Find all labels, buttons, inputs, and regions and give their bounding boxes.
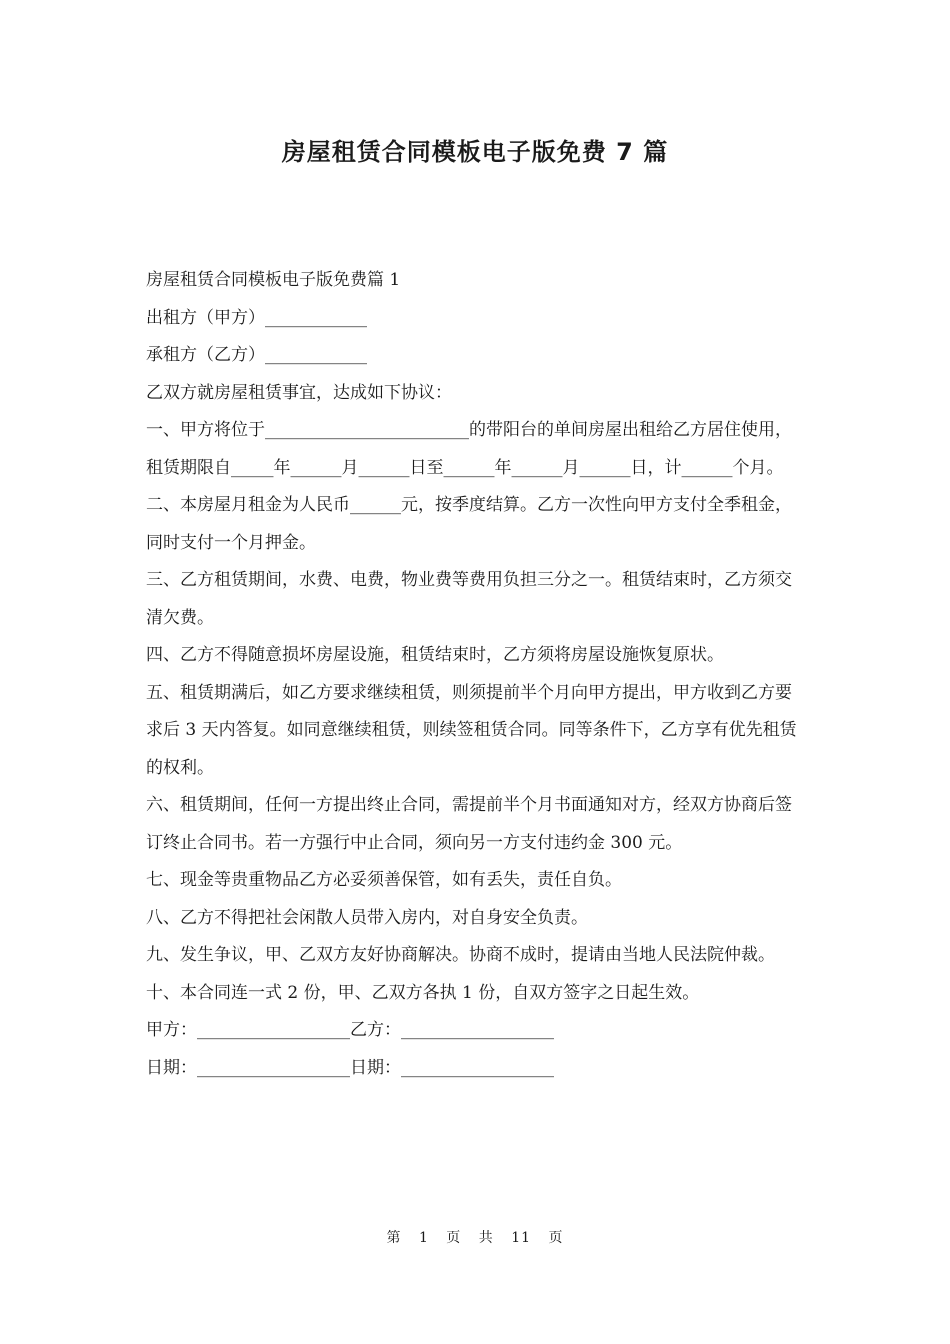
clause-4: 四、乙方不得随意损坏房屋设施，租赁结束时，乙方须将房屋设施恢复原状。 xyxy=(146,645,724,665)
lessee-line: 承租方（乙方）____________ xyxy=(146,345,367,365)
clause-7: 七、现金等贵重物品乙方必妥须善保管，如有丢失，责任自负。 xyxy=(146,870,622,890)
clause-3: 三、乙方租赁期间，水费、电费，物业费等费用负担三分之一。租赁结束时，乙方须交清欠费。 xyxy=(146,570,792,628)
date-line: 日期：__________________日期：__________________ xyxy=(146,1057,554,1078)
clause-10: 十、本合同连一式 2 份，甲、乙双方各执 1 份，自双方签字之日起生效。 xyxy=(146,982,700,1003)
clause-1: 一、甲方将位于________________________的带阳台的单间房屋出租给乙方居住使用，租赁期限自_____年______月______日至______年______月______日，计______个月。 xyxy=(146,420,792,478)
clause-9: 九、发生争议，甲、乙双方友好协商解决。协商不成时，提请由当地人民法院仲裁。 xyxy=(146,945,775,965)
page-number-footer: 第 1 页 共 11 页 xyxy=(386,1230,564,1246)
document-title: 房屋租赁合同模板电子版免费 7 篇 xyxy=(281,138,669,166)
clause-5: 五、租赁期满后，如乙方要求继续租赁，则须提前半个月向甲方提出，甲方收到乙方要求后 3 天内答复。如同意继续租赁，则续签租赁合同。同等条件下，乙方享有优先租赁的权利。 xyxy=(146,682,797,778)
lessor-line: 出租方（甲方）____________ xyxy=(146,307,367,328)
clause-2: 二、本房屋月租金为人民币______元，按季度结算。乙方一次性向甲方支付全季租金，同时支付一个月押金。 xyxy=(146,495,792,553)
section-heading: 房屋租赁合同模板电子版免费篇 1 xyxy=(146,270,401,290)
document-body xyxy=(146,262,806,1087)
clause-6: 六、租赁期间，任何一方提出终止合同，需提前半个月书面通知对方，经双方协商后签订终止合同书。若一方强行中止合同，须向另一方支付违约金 300 元。 xyxy=(146,795,792,853)
signature-line: 甲方：__________________乙方：__________________ xyxy=(146,1020,554,1040)
agreement-intro: 乙双方就房屋租赁事宜，达成如下协议： xyxy=(146,382,452,403)
clause-8: 八、乙方不得把社会闲散人员带入房内，对自身安全负责。 xyxy=(146,907,588,928)
